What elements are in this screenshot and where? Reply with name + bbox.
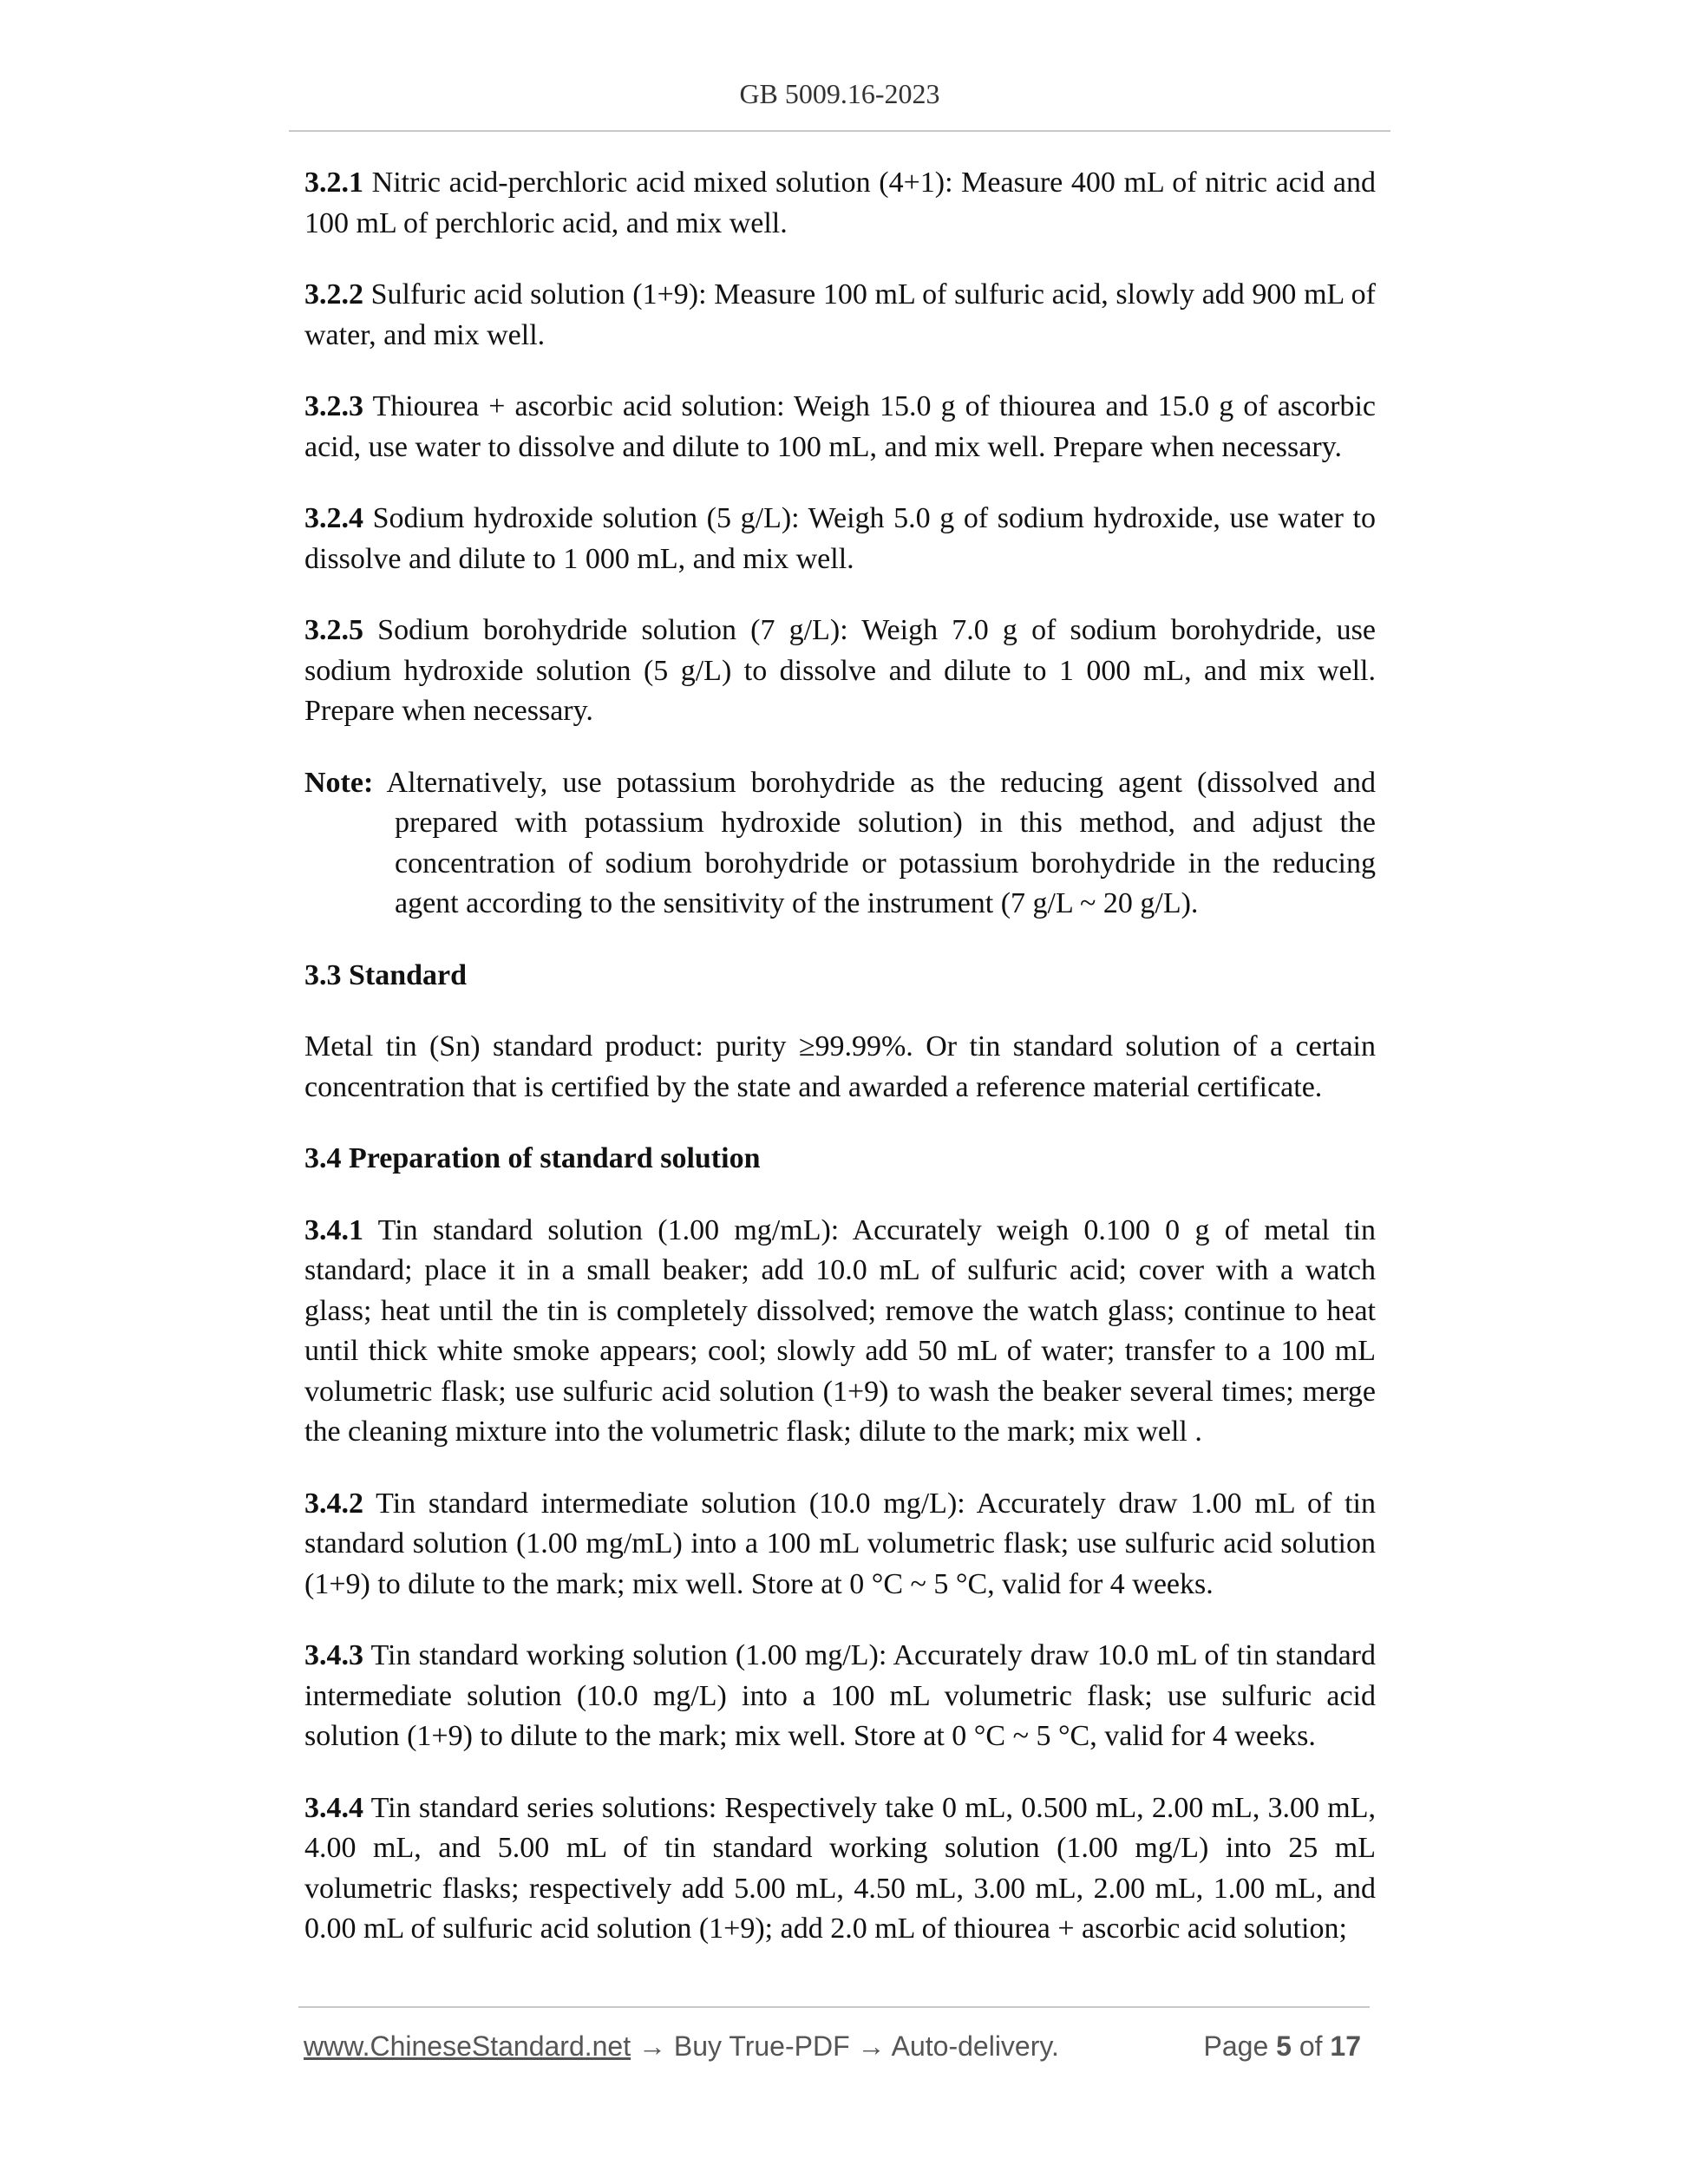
page-total: 17	[1330, 2030, 1361, 2062]
standard-code: GB 5009.16-2023	[739, 78, 940, 109]
clause-number: 3.4.1	[304, 1213, 363, 1246]
clause-text: Sodium borohydride solution (7 g/L): Weigh 7.0 g of sodium borohydride, use sodium hydroxide solution (5 g/L) to dissolve and dilute to 1 000 mL, and mix well. Prepare when necessary.	[304, 614, 1376, 727]
footer-promo	[304, 2027, 1059, 2065]
clause-text: Tin standard intermediate solution (10.0 mg/L): Accurately draw 1.00 mL of tin standard solution (1.00 mg/mL) into a 100 mL volumetric flask; use sulfuric acid solution (1+9) to dilute to the mark; mix well. Store at 0 °C ~ 5 °C, valid for 4 weeks.	[304, 1487, 1376, 1600]
clause-text: Tin standard solution (1.00 mg/mL): Accurately weigh 0.100 0 g of metal tin standard; place it in a small beaker; add 10.0 mL of sulfuric acid; cover with a watch glass; heat until the tin is completely dissolved; remove the watch glass; continue to heat until thick white smoke appears; cool; slowly add 50 mL of water; transfer to a 100 mL volumetric flask; use sulfuric acid solution (1+9) to wash the beaker several times; merge the cleaning mixture into the volumetric flask; dilute to the mark; mix well .	[304, 1213, 1376, 1448]
clause-text: Nitric acid-perchloric acid mixed solution (4+1): Measure 400 mL of nitric acid and 100 mL of perchloric acid, and mix well.	[304, 167, 1376, 239]
heading-3-4: 3.4 Preparation of standard solution	[304, 1142, 761, 1174]
site-link[interactable]: www.ChineseStandard.net	[304, 2030, 631, 2062]
clause-3-2-2	[304, 275, 1376, 356]
heading-3-3: 3.3 Standard	[304, 958, 468, 991]
clause-number: 3.4.4	[304, 1791, 363, 1824]
note-label: Note:	[304, 766, 374, 799]
clause-text: Tin standard series solutions: Respectively take 0 mL, 0.500 mL, 2.00 mL, 3.00 mL, 4.00 mL, and 5.00 mL of tin standard working solution (1.00 mg/L) into 25 mL volumetric flasks; respectively add 5.00 mL, 4.50 mL, 3.00 mL, 2.00 mL, 1.00 mL, and 0.00 mL of sulfuric acid solution (1+9); add 2.0 mL of thiourea + ascorbic acid solution;	[304, 1791, 1376, 1945]
note-text: Alternatively, use potassium borohydride as the reducing agent (dissolved and prepared with potassium hydroxide solution) in this method, and adjust the concentration of sodium borohydride or potassium borohydride in the reducing agent according to the sensitivity of the instrument (7 g/L ~ 20 g/L).	[373, 766, 1376, 919]
clause-3-2-5	[304, 611, 1376, 732]
page-number	[1204, 2027, 1361, 2065]
page-word: Page	[1203, 2030, 1277, 2062]
promo-text: → Buy True-PDF → Auto-delivery.	[631, 2030, 1059, 2062]
clause-3-2-3	[304, 387, 1376, 468]
paragraph-3-3: Metal tin (Sn) standard product: purity ≥99.99%. Or tin standard solution of a certain concentration that is certified by the state and awarded a reference material certificate.	[304, 1030, 1376, 1103]
clause-3-4-3	[304, 1636, 1376, 1757]
clause-text: Tin standard working solution (1.00 mg/L): Accurately draw 10.0 mL of tin standard intermediate solution (10.0 mg/L) into a 100 mL volumetric flask; use sulfuric acid solution (1+9) to dilute to the mark; mix well. Store at 0 °C ~ 5 °C, valid for 4 weeks.	[304, 1639, 1376, 1752]
page-header	[289, 73, 1390, 132]
clause-3-2-1	[304, 163, 1376, 244]
clause-number: 3.2.4	[304, 502, 363, 534]
clause-number: 3.2.1	[304, 167, 363, 199]
clause-number: 3.4.2	[304, 1487, 363, 1520]
clause-text: Sodium hydroxide solution (5 g/L): Weigh 5.0 g of sodium hydroxide, use water to dissolve and dilute to 1 000 mL, and mix well.	[304, 502, 1376, 575]
clause-3-4-4	[304, 1788, 1376, 1950]
note-paragraph	[304, 763, 1376, 925]
document-body	[304, 163, 1376, 1981]
clause-3-2-4	[304, 499, 1376, 579]
clause-text: Thiourea + ascorbic acid solution: Weigh 15.0 g of thiourea and 15.0 g of ascorbic acid, use water to dissolve and dilute to 100 mL, and mix well. Prepare when necessary.	[304, 390, 1376, 463]
clause-number: 3.4.3	[304, 1639, 363, 1671]
clause-number: 3.2.3	[304, 390, 363, 422]
clause-3-4-1	[304, 1211, 1376, 1453]
clause-3-4-2	[304, 1484, 1376, 1605]
page-current: 5	[1276, 2030, 1292, 2062]
page-of: of	[1291, 2030, 1331, 2062]
clause-number: 3.2.5	[304, 614, 363, 646]
clause-text: Sulfuric acid solution (1+9): Measure 100 mL of sulfuric acid, slowly add 900 mL of water, and mix well.	[304, 278, 1376, 351]
page-footer	[298, 2006, 1370, 2062]
clause-number: 3.2.2	[304, 278, 363, 311]
